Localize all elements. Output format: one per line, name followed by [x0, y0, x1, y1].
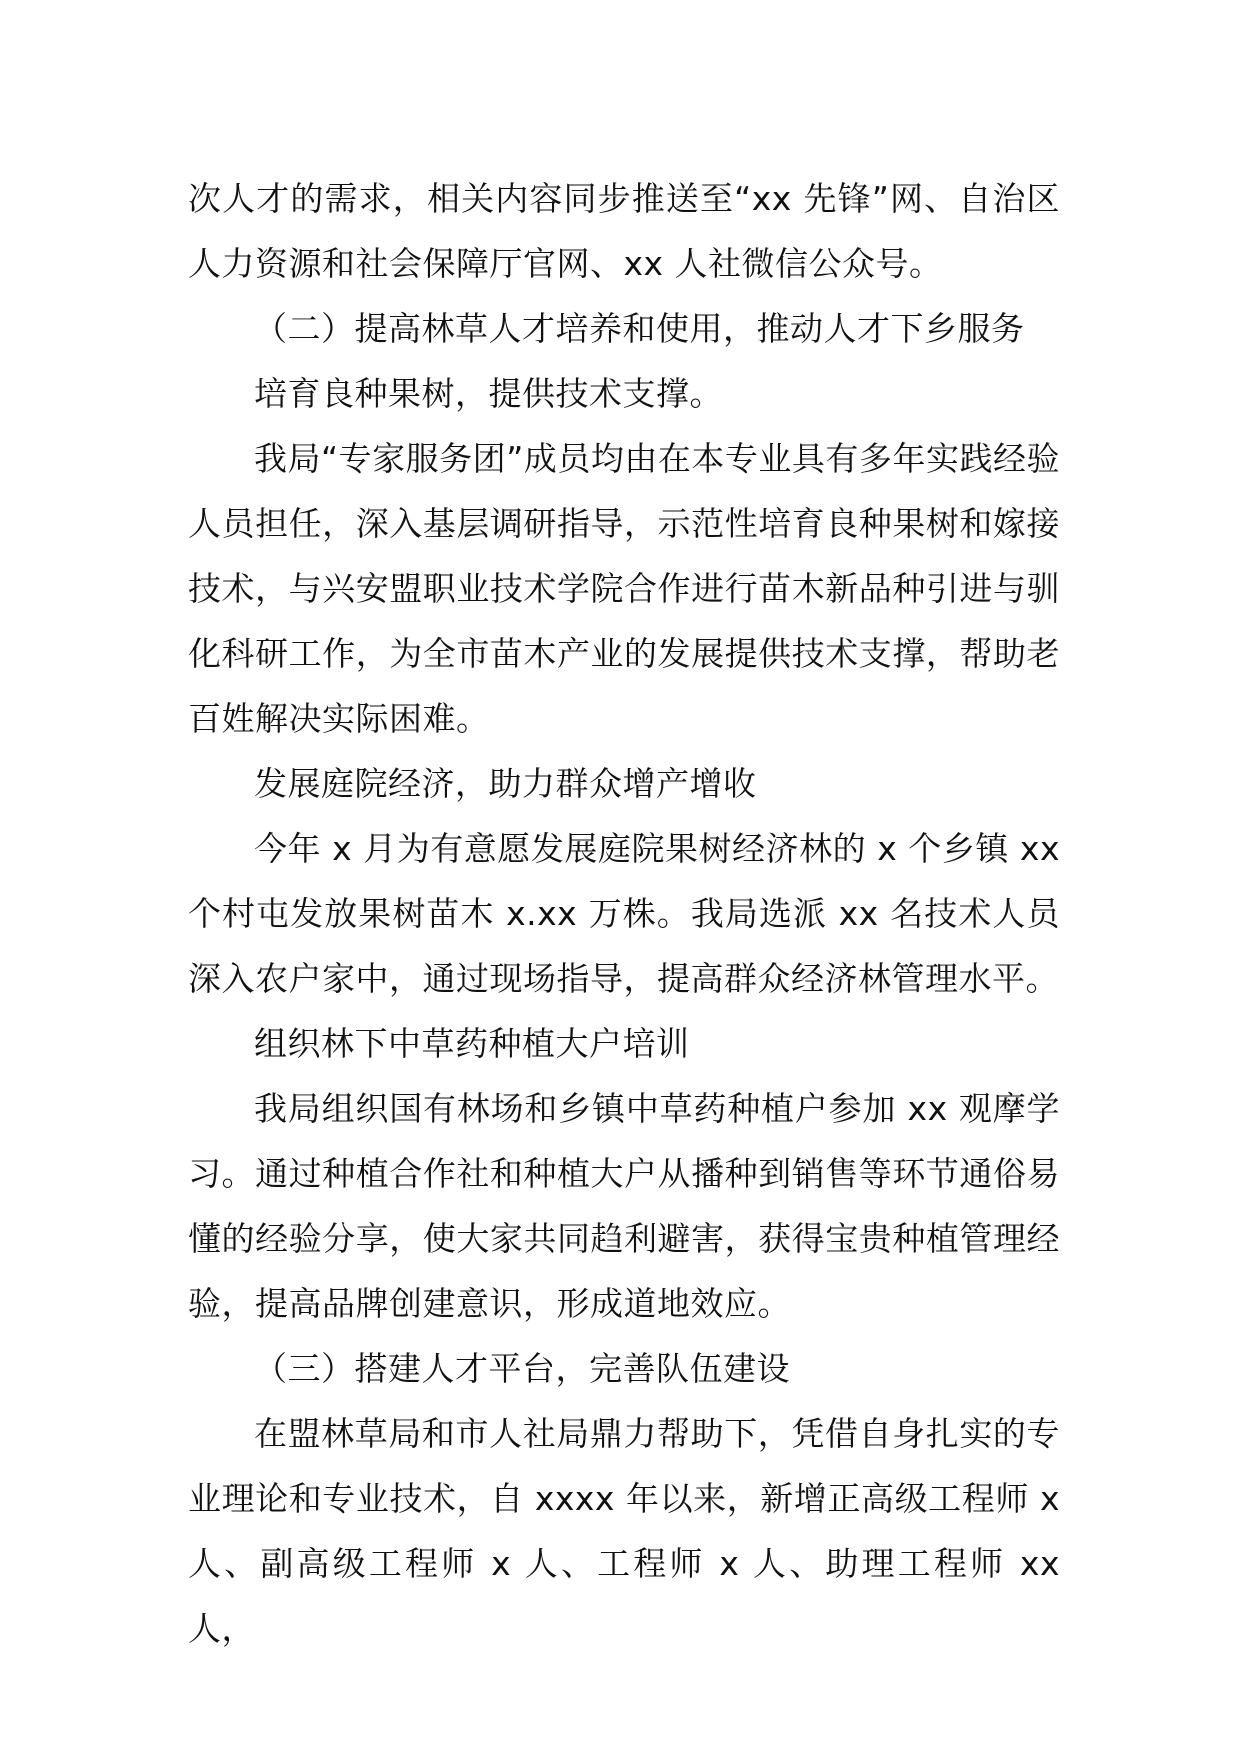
subheading-fruit-trees: 培育良种果树，提供技术支撑。: [254, 374, 723, 413]
paragraph-expert-team: 我局“专家服务团”成员均由在本专业具有多年实践经验人员担任，深入基层调研指导，示范性培育良种果树和嫁接技术，与兴安盟职业技术学院合作进行苗木新品种引进与驯化科研工作，为全市苗木产业的发展提供技术支撑，帮助老百姓解决实际困难。: [188, 439, 1060, 738]
paragraph-seedlings: 今年 x 月为有意愿发展庭院果树经济林的 x 个乡镇 xx 个村屯发放果树苗木 x.xx 万株。我局选派 xx 名技术人员深入农户家中，通过现场指导，提高群众经济林管理水平。: [188, 829, 1060, 998]
subheading-herb-training: 组织林下中草药种植大户培训: [254, 1024, 690, 1063]
document-body: [188, 166, 1060, 1661]
paragraph-herb-training: 我局组织国有林场和乡镇中草药种植户参加 xx 观摩学习。通过种植合作社和种植大户从播种到销售等环节通俗易懂的经验分享，使大家共同趋利避害，获得宝贵种植管理经验，提高品牌创建意识，形成道地效应。: [188, 1089, 1060, 1323]
subheading-courtyard-economy: 发展庭院经济，助力群众增产增收: [254, 764, 757, 803]
section-heading-3: （三）搭建人才平台，完善队伍建设: [254, 1349, 790, 1388]
paragraph-engineers: 在盟林草局和市人社局鼎力帮助下，凭借自身扎实的专业理论和专业技术，自 xxxx 年以来，新增正高级工程师 x 人、副高级工程师 x 人、工程师 x 人、助理工程师 xx 人，: [188, 1414, 1060, 1648]
paragraph-talent-needs: 次人才的需求，相关内容同步推送至“xx 先锋”网、自治区人力资源和社会保障厅官网、xx 人社微信公众号。: [188, 179, 1060, 283]
section-heading-2: （二）提高林草人才培养和使用，推动人才下乡服务: [254, 309, 1025, 348]
